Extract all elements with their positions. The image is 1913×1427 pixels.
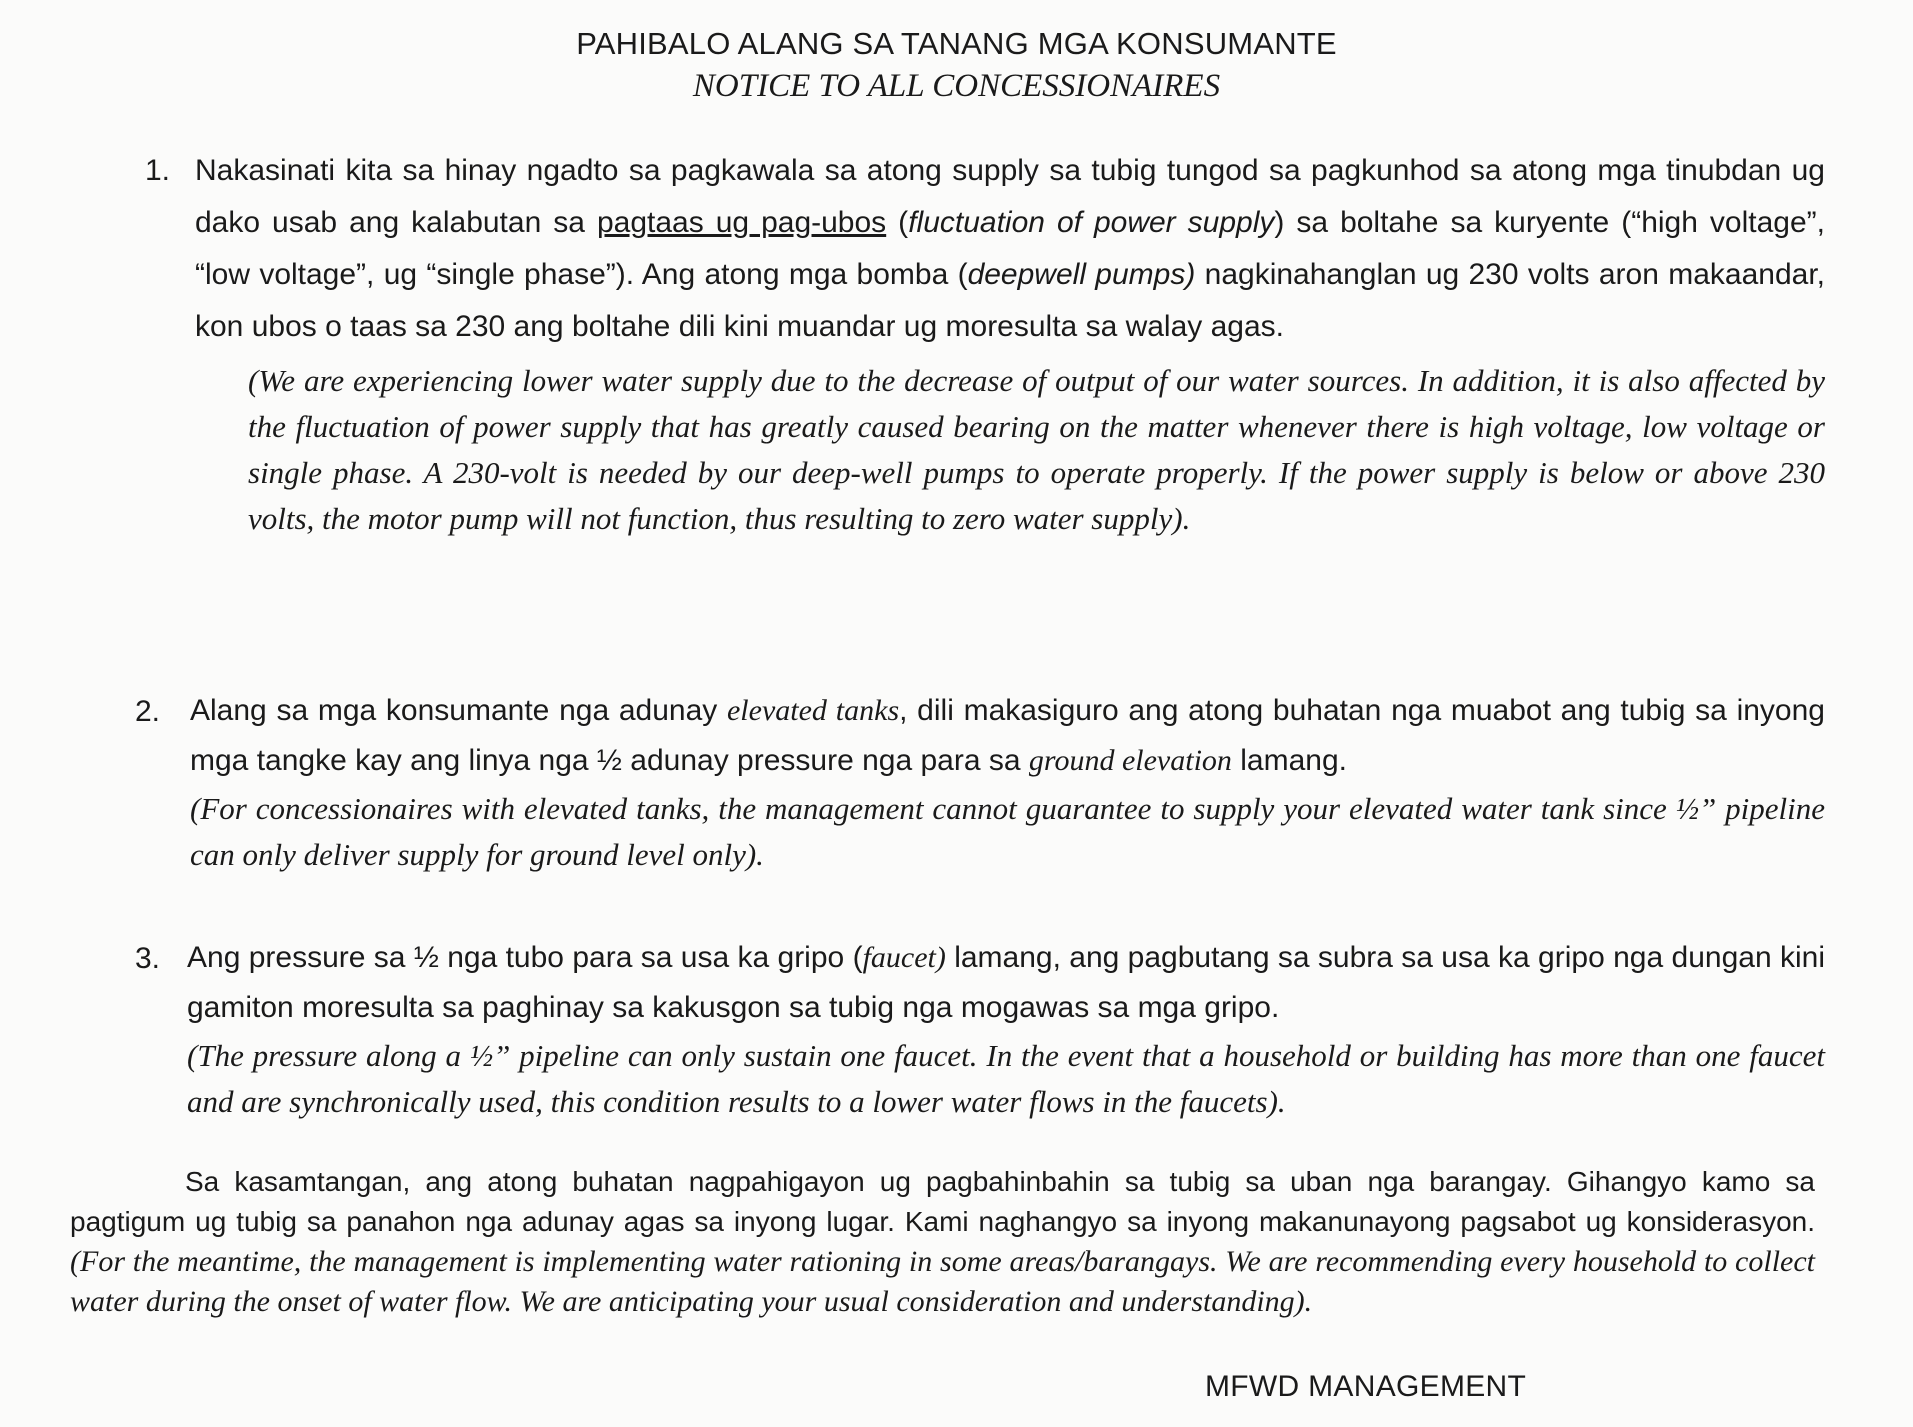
notice-title: PAHIBALO ALANG SA TANANG MGA KONSUMANTE xyxy=(576,26,1337,61)
closing-text-local: Sa kasamtangan, ang atong buhatan nagpahigayon ug pagbahinbahin sa tubig sa uban nga barangay. Gihangyo kamo sa pagtigum ug tubig sa panahon nga adunay agas sa inyong lugar. Kami naghangyo sa inyong makanunayong pagsabot ug konsiderasyon. xyxy=(70,1166,1815,1237)
item-text-local: Ang pressure sa ½ nga tubo para sa usa ka gripo (faucet) lamang, ang pagbutang sa subra sa usa ka gripo nga dungan kini gamiton moresulta sa paghinay sa kakusgon sa tubig nga mogawas sa mga gripo. xyxy=(187,941,1825,1024)
closing-paragraph xyxy=(70,1162,1815,1322)
closing-text-english: (For the meantime, the management is implementing water rationing in some areas/barangays. We are recommending every household to collect water during the onset of water flow. We are anticipating your usual consideration and understanding). xyxy=(70,1245,1815,1318)
item-text-english: (The pressure along a ½” pipeline can only sustain one faucet. In the event that a household or building has more than one faucet and are synchronically used, this condition results to a lower water flows in the faucets). xyxy=(187,1038,1825,1119)
item-text-local: Nakasinati kita sa hinay ngadto sa pagkawala sa atong supply sa tubig tungod sa pagkunhod sa atong mga tinubdan ug dako usab ang kalabutan sa pagtaas ug pag-ubos (fluctuation of power supply) sa boltahe sa kuryente (“high voltage”, “low voltage”, ug “single phase”). Ang atong mga bomba (deepwell pumps) nagkinahanglan ug 230 volts aron makaandar, kon ubos o taas sa 230 ang boltahe dili kini muandar ug moresulta sa walay agas. xyxy=(195,154,1825,343)
item-number: 1. xyxy=(145,154,171,187)
item-number: 3. xyxy=(135,942,161,975)
item-text-local: Alang sa mga konsumante nga adunay elevated tanks, dili makasiguro ang atong buhatan nga muabot ang tubig sa inyong mga tangke kay ang linya nga ½ adunay pressure nga para sa ground elevation lamang. xyxy=(190,694,1825,777)
item-text-english: (For concessionaires with elevated tanks, the management cannot guarantee to supply your elevated water tank since ½” pipeline can only deliver supply for ground level only). xyxy=(190,791,1825,872)
notice-item-3 xyxy=(135,933,1825,1125)
signature: MFWD MANAGEMENT xyxy=(1205,1370,1527,1403)
notice-item-1 xyxy=(145,145,1825,542)
notice-item-2 xyxy=(135,686,1825,878)
notice-subtitle: NOTICE TO ALL CONCESSIONAIRES xyxy=(692,68,1221,104)
item-number: 2. xyxy=(135,695,161,728)
item-text-english: (We are experiencing lower water supply due to the decrease of output of our water sources. In addition, it is also affected by the fluctuation of power supply that has greatly caused bearing on the matter whenever there is high voltage, low voltage or single phase. A 230-volt is needed by our deep-well pumps to operate properly. If the power supply is below or above 230 volts, the motor pump will not function, thus resulting to zero water supply). xyxy=(248,363,1825,536)
